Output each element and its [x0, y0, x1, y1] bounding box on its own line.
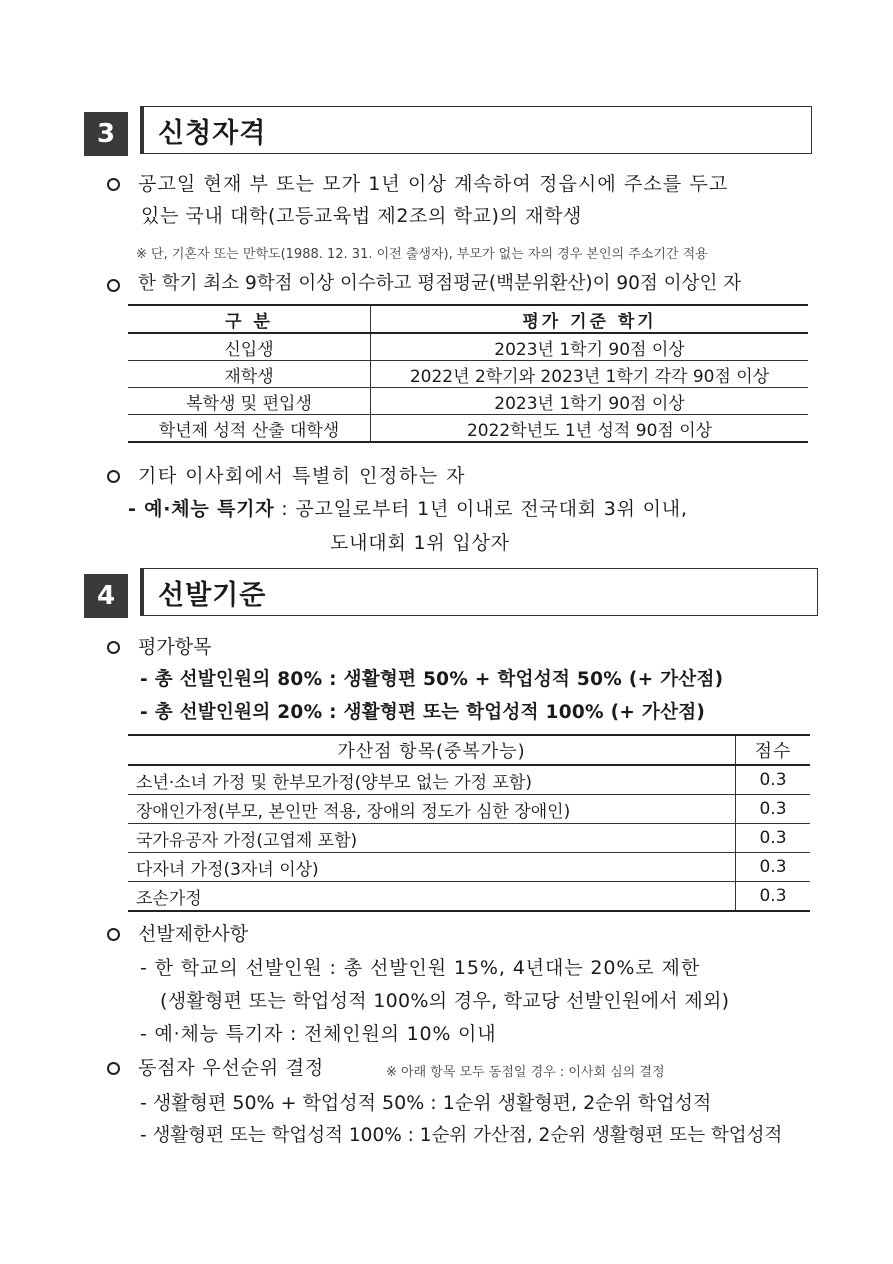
table-cell-category: 재학생: [128, 361, 371, 388]
table-cell-score: 0.3: [736, 824, 811, 853]
table-row: [128, 388, 808, 415]
eligibility-text-1: 공고일 현재 부 또는 모가 1년 이상 계속하여 정읍시에 주소를 두고: [138, 173, 729, 195]
eligibility-text-1-cont: 있는 국내 대학(고등교육법 제2조의 학교)의 재학생: [141, 205, 582, 227]
special-talent-text: : 공고일로부터 1년 이내로 전국대회 3위 이내,: [274, 498, 688, 520]
section-3-number: 3: [84, 112, 128, 156]
table-cell-category: 복학생 및 편입생: [128, 388, 371, 415]
tie-breaker-rule-2: - 생활형편 또는 학업성적 100% : 1순위 가산점, 2순위 생활형편 또는 학업성적: [140, 1125, 783, 1146]
table-cell-category: 신입생: [128, 333, 371, 361]
bullet-circle-icon: [107, 928, 120, 941]
table-cell-criteria: 2023년 1학기 90점 이상: [371, 333, 809, 361]
table-cell-criteria: 2022년 2학기와 2023년 1학기 각각 90점 이상: [371, 361, 809, 388]
table-row: [128, 765, 810, 795]
bullet-circle-icon: [107, 279, 120, 292]
section-4-title-text: 선발기준: [158, 579, 267, 611]
bullet-circle-icon: [107, 1062, 120, 1075]
table-cell-criteria: 2022학년도 1년 성적 90점 이상: [371, 415, 809, 443]
selection-limit-school: - 한 학교의 선발인원 : 총 선발인원 15%, 4년대는 20%로 제한: [140, 957, 701, 979]
bullet-circle-icon: [107, 641, 120, 654]
table-cell-item: 조손가정: [128, 882, 736, 912]
table-header-row: [128, 735, 810, 765]
table-row: [128, 415, 808, 443]
eligibility-note: ※ 단, 기혼자 또는 만학도(1988. 12. 31. 이전 출생자), 부모가 없는 자의 경우 본인의 주소기간 적용: [136, 247, 708, 262]
section-3-title: [140, 106, 812, 154]
selection-limits-text: 선발제한사항: [138, 923, 249, 945]
tie-breaker-note: ※ 아래 항목 모두 동점일 경우 : 이사회 심의 결정: [386, 1065, 665, 1080]
grade-requirement-text: 한 학기 최소 9학점 이상 이수하고 평점평균(백분위환산)이 90점 이상인 자: [138, 273, 742, 294]
table-header-item: 가산점 항목(중복가능): [128, 735, 736, 765]
table-cell-category: 학년제 성적 산출 대학생: [128, 415, 371, 443]
bullet-circle-icon: [107, 470, 120, 483]
table-row: [128, 824, 810, 853]
bonus-points-table: [128, 734, 810, 912]
selection-limit-school-cont: (생활형편 또는 학업성적 100%의 경우, 학교당 선발인원에서 제외): [160, 990, 730, 1012]
table-row: [128, 361, 808, 388]
section-3-title-text: 신청자격: [158, 117, 267, 149]
section-4-number: 4: [84, 574, 128, 618]
table-cell-score: 0.3: [736, 853, 811, 882]
table-row: [128, 882, 810, 912]
grade-criteria-table: [128, 304, 808, 443]
table-cell-score: 0.3: [736, 882, 811, 912]
table-cell-item: 국가유공자 가정(고엽제 포함): [128, 824, 736, 853]
table-row: [128, 795, 810, 824]
table-row: [128, 333, 808, 361]
table-header-criteria: 평가 기준 학기: [371, 305, 809, 333]
section-4-title: [140, 568, 818, 616]
evaluation-item-80: - 총 선발인원의 80% : 생활형편 50% + 학업성적 50% (+ 가산점): [140, 669, 724, 690]
evaluation-items-text: 평가항목: [138, 636, 212, 658]
table-cell-item: 다자녀 가정(3자녀 이상): [128, 853, 736, 882]
table-row: [128, 853, 810, 882]
table-cell-score: 0.3: [736, 765, 811, 795]
table-cell-criteria: 2023년 1학기 90점 이상: [371, 388, 809, 415]
tie-breaker-text: 동점자 우선순위 결정: [138, 1057, 325, 1079]
table-cell-score: 0.3: [736, 795, 811, 824]
special-talent-label: - 예·체능 특기자: [128, 498, 275, 520]
table-header-row: [128, 305, 808, 333]
table-header-score: 점수: [736, 735, 811, 765]
table-cell-item: 장애인가정(부모, 본인만 적용, 장애의 정도가 심한 장애인): [128, 795, 736, 824]
table-cell-item: 소년·소녀 가정 및 한부모가정(양부모 없는 가정 포함): [128, 765, 736, 795]
selection-limit-talent: - 예·체능 특기자 : 전체인원의 10% 이내: [140, 1023, 497, 1045]
special-talent-text-cont: 도내대회 1위 입상자: [330, 532, 510, 554]
special-recognition-text: 기타 이사회에서 특별히 인정하는 자: [138, 465, 466, 487]
bullet-circle-icon: [107, 178, 120, 191]
table-header-category: 구 분: [128, 305, 371, 333]
special-talent-line: [128, 496, 688, 522]
tie-breaker-rule-1: - 생활형편 50% + 학업성적 50% : 1순위 생활형편, 2순위 학업성적: [140, 1092, 712, 1114]
evaluation-item-20: - 총 선발인원의 20% : 생활형편 또는 학업성적 100% (+ 가산점): [140, 702, 706, 723]
